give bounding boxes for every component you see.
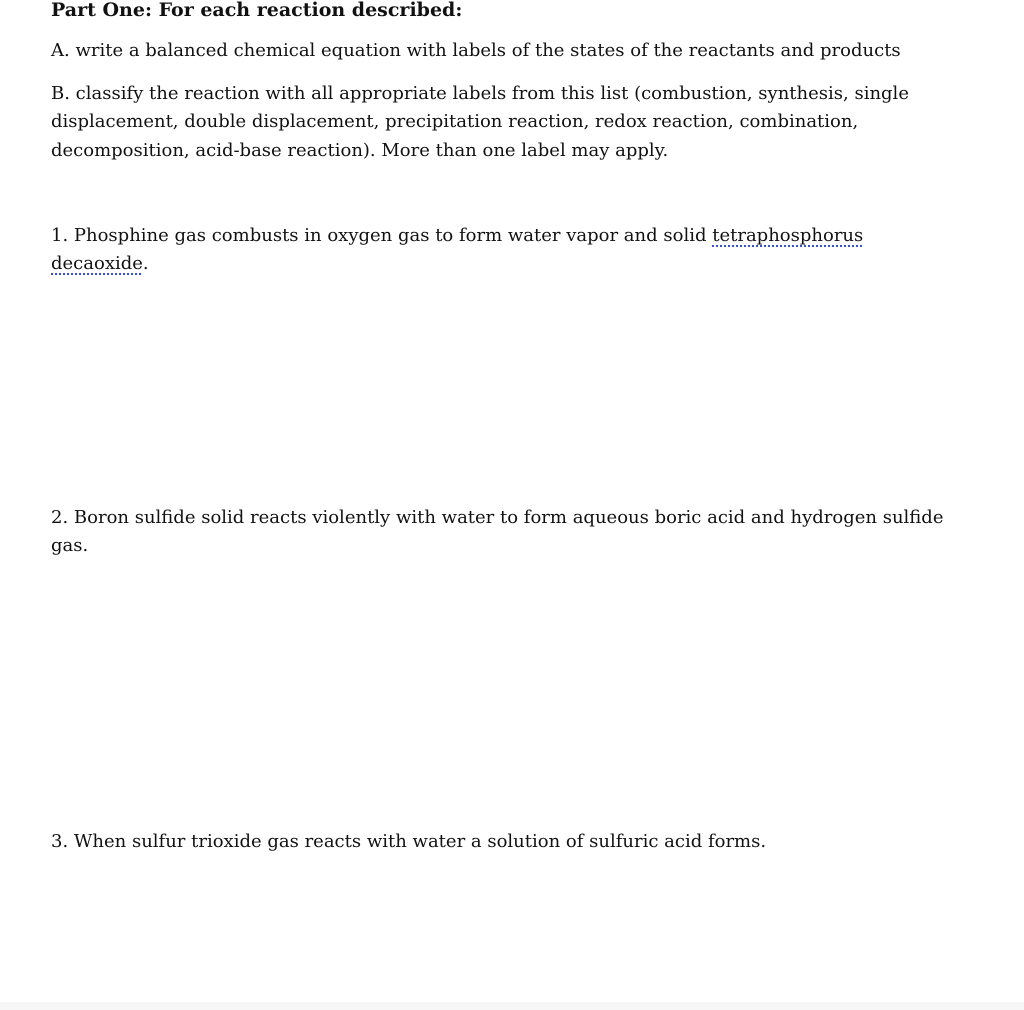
spellcheck-flagged-word[interactable]: tetraphosphorus	[712, 225, 864, 246]
question-1-line-2	[51, 252, 149, 276]
question-1-suffix: .	[142, 253, 149, 274]
instruction-b-line-3: decomposition, acid-base reaction). More than one label may apply.	[51, 140, 669, 161]
instruction-b-line-2: displacement, double displacement, precipitation reaction, redox reaction, combination,	[51, 111, 859, 132]
question-2-line-1: 2. Boron sulfide solid reacts violently with water to form aqueous boric acid and hydrogen sulfide	[51, 507, 944, 528]
question-3-line-1: 3. When sulfur trioxide gas reacts with water a solution of sulfuric acid forms.	[51, 831, 767, 852]
page-bottom-edge	[0, 1002, 1024, 1010]
question-1-line-1	[51, 224, 863, 248]
question-1-text: 1. Phosphine gas combusts in oxygen gas to form water vapor and solid	[51, 225, 713, 246]
page-heading: Part One: For each reaction described:	[51, 0, 463, 21]
spellcheck-flagged-word[interactable]: decaoxide	[51, 253, 143, 274]
question-2-line-2: gas.	[51, 535, 89, 556]
instruction-a: A. write a balanced chemical equation with labels of the states of the reactants and products	[51, 40, 901, 61]
instruction-b-line-1: B. classify the reaction with all appropriate labels from this list (combustion, synthesis, single	[51, 83, 909, 104]
